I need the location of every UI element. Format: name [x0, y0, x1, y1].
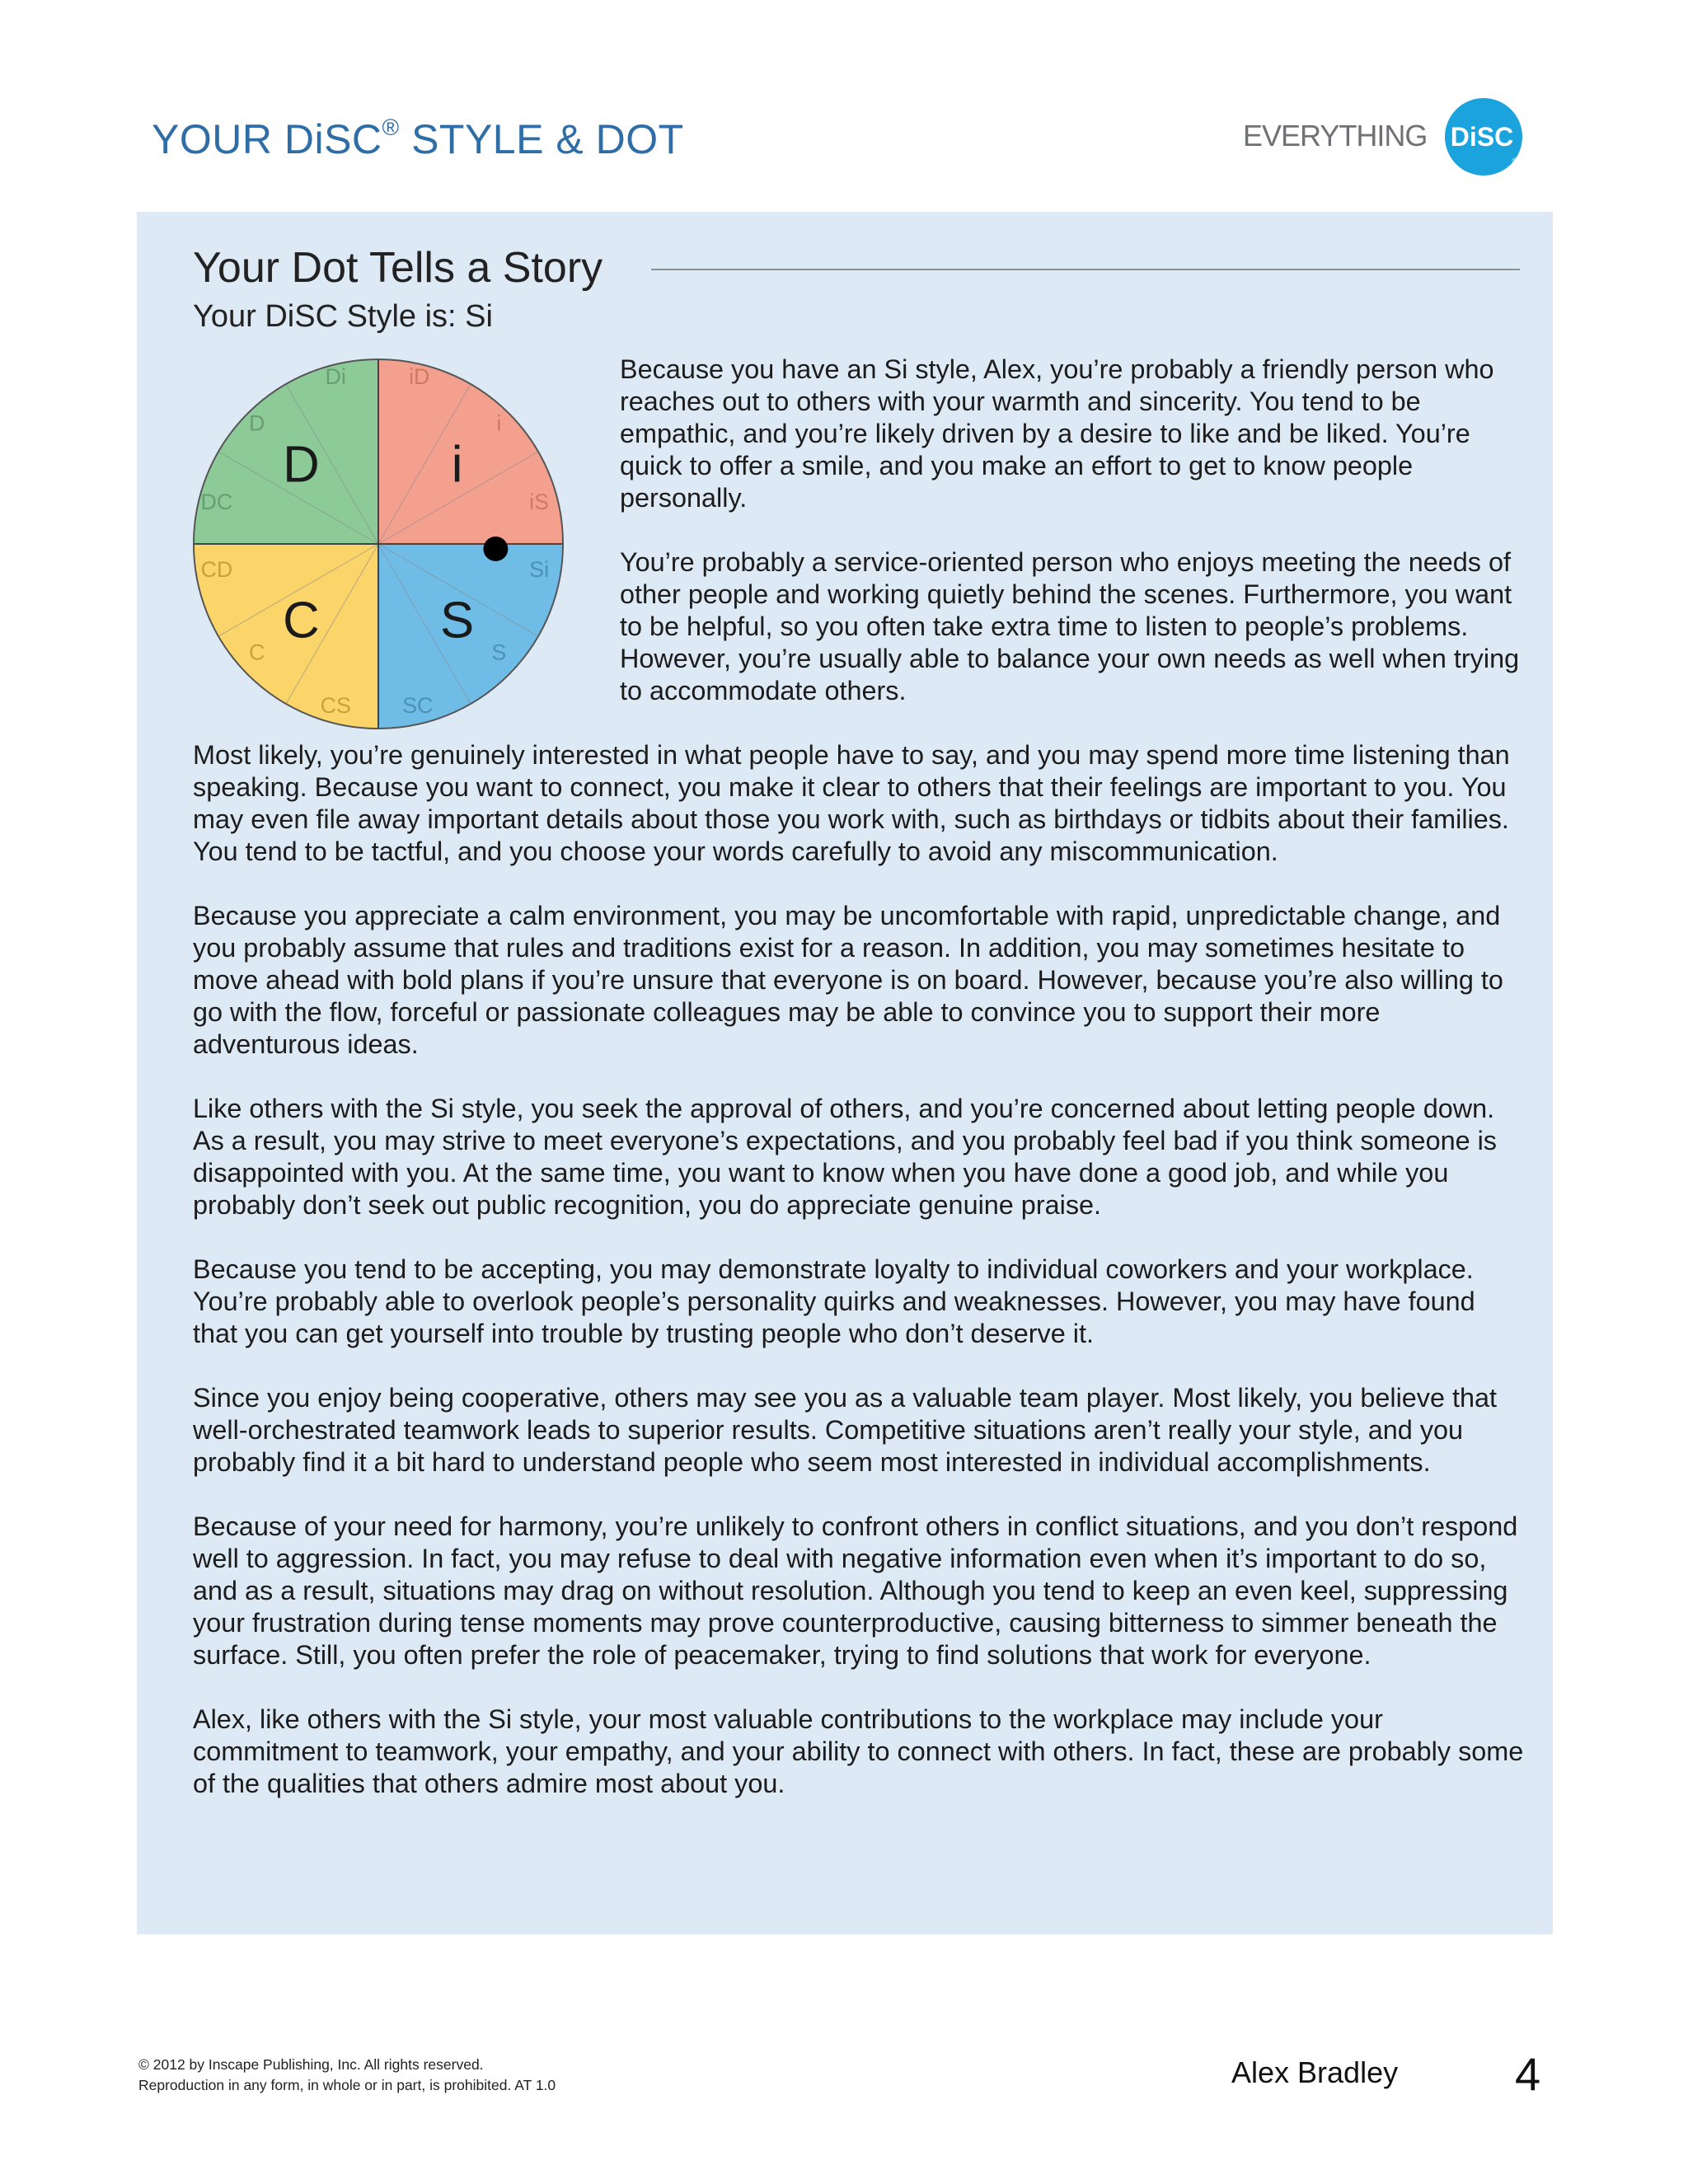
page-title — [152, 115, 684, 163]
wheel-minor-label: SC — [402, 693, 434, 719]
everything-disc-logo — [1243, 97, 1523, 188]
wheel-label-i: i — [451, 436, 463, 494]
copyright-line-1: © 2012 by Inscape Publishing, Inc. All rights reserved. — [138, 2056, 484, 2073]
wheel-label-D: D — [283, 436, 320, 494]
brand-text: EVERYTHING — [1243, 119, 1428, 152]
brand-logo-reg: ® — [1512, 157, 1518, 165]
story-paragraph: Alex, like others with the Si style, your most valuable contributions to the workplace may include your commitment to teamwork, your empathy, and your ability to connect with others. In fact, these are probably some of the qualities that others admire most about you. — [193, 1704, 1524, 1798]
copyright-line-2: Reproduction in any form, in whole or in part, is prohibited. AT 1.0 — [138, 2077, 556, 2093]
story-paragraph: Since you enjoy being cooperative, others may see you as a valuable team player. Most likely, you believe that well-orchestrated teamwork leads to superior results. Competitive situations aren’t really your style, and you probably find it a bit hard to understand people who seem most interested in individual accomplishments. — [193, 1383, 1498, 1477]
heading-divider — [651, 269, 1520, 270]
page-title-main: YOUR DiSC — [152, 116, 382, 162]
story-paragraph: Because of your need for harmony, you’re unlikely to confront others in conflict situations, and you don’t respond well to aggression. In fact, you may refuse to deal with negative information even when it’s important to do so, and as a result, situations may drag on without resolution. Although you tend to keep an even keel, suppressing your frustration during tense moments may prove counterproductive, causing bitterness to simmer beneath the surface. Still, you often prefer the role of peacemaker, trying to find solutions that work for everyone. — [193, 1511, 1518, 1670]
story-paragraph: Because you appreciate a calm environment, you may be uncomfortable with rapid, unpredictable change, and you probably assume that rules and traditions exist for a reason. In addition, you may sometimes hesitate to move ahead with bold plans if you’re unsure that everyone is on board. However, because you’re also willing to go with the flow, forceful or passionate colleagues may be able to convince you to support their more adventurous ideas. — [193, 901, 1503, 1059]
copyright-notice — [138, 2055, 556, 2096]
disc-style-label: Your DiSC Style is: Si — [193, 299, 493, 334]
wheel-minor-label: CD — [200, 556, 233, 582]
dot-story-panel — [137, 212, 1553, 1934]
wheel-minor-label: CS — [320, 693, 351, 719]
wheel-minor-label: iS — [529, 490, 550, 515]
wheel-minor-label: iD — [409, 363, 430, 389]
wheel-quadrant-i — [378, 359, 563, 544]
story-paragraph: Because you have an Si style, Alex, you’re probably a friendly person who reaches out to others with your warmth and sincerity. You tend to be empathic, and you’re likely driven by a desire to like and be liked. You’re quick to offer a smile, and you make an effort to get to know people personally. — [620, 354, 1494, 513]
wheel-minor-label: DC — [200, 490, 233, 515]
page-title-rest: STYLE & DOT — [399, 116, 684, 162]
participant-name: Alex Bradley — [1231, 2055, 1399, 2089]
wheel-label-S: S — [439, 592, 475, 649]
disc-logo-circle-icon — [1444, 97, 1523, 176]
story-paragraph: Because you tend to be accepting, you may demonstrate loyalty to individual coworkers and your workplace. You’re probably able to overlook people’s personality quirks and weaknesses. However, you may have found that you can get yourself into trouble by trusting people who don’t deserve it. — [193, 1254, 1475, 1348]
wheel-label-C: C — [283, 592, 320, 649]
panel-heading: Your Dot Tells a Story — [193, 244, 603, 292]
story-paragraph: Like others with the Si style, you seek the approval of others, and you’re concerned about letting people down. As a result, you may strive to meet everyone’s expectations, and you probably feel bad if you think someone is disappointed with you. At the same time, you want to know when you have done a good job, and while you probably don’t seek out public recognition, you do appreciate genuine praise. — [193, 1094, 1498, 1220]
wheel-minor-label: Si — [529, 556, 550, 582]
brand-logo-text: DiSC — [1450, 122, 1514, 152]
story-paragraph: You’re probably a service-oriented person who enjoys meeting the needs of other people and working quietly behind the scenes. Furthermore, you want to be helpful, so you often take extra time to listen to people’s problems. However, you’re usually able to balance your own needs as well when trying to accommodate others. — [620, 547, 1520, 705]
wheel-minor-label: D — [248, 410, 265, 436]
page-number: 4 — [1515, 2048, 1541, 2100]
story-paragraph: Most likely, you’re genuinely interested in what people have to say, and you may spend more time listening than speaking. Because you want to connect, you make it clear to others that their feelings are important to you. You may even file away important details about those you work with, such as birthdays or tidbits about their families. You tend to be tactful, and you choose your words carefully to avoid any miscommunication. — [193, 740, 1510, 866]
user-dot — [483, 537, 508, 561]
wheel-minor-label: S — [491, 640, 507, 665]
wheel-minor-label: C — [248, 640, 265, 665]
wheel-minor-label: Di — [325, 363, 346, 389]
registered-mark: ® — [382, 115, 400, 141]
disc-wheel — [190, 355, 567, 733]
wheel-minor-label: i — [496, 410, 502, 436]
